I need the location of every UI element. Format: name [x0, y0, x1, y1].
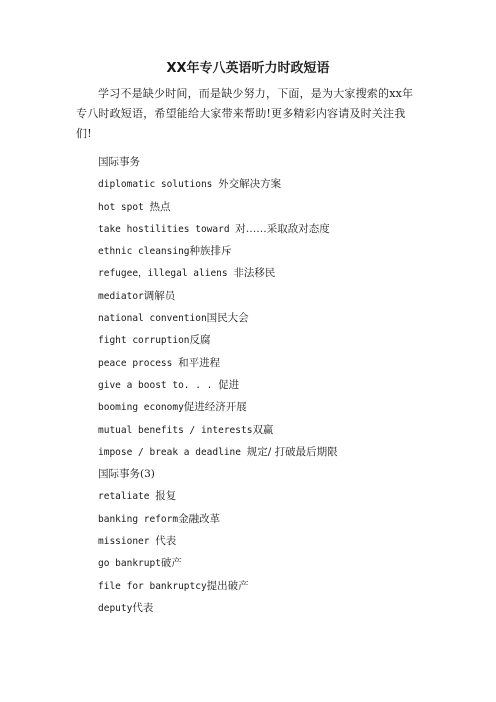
document-title: XX年专八英语听力时政短语	[166, 61, 330, 76]
phrase-chinese: 规定/ 打破最后期限	[246, 445, 338, 458]
phrase-item	[98, 508, 458, 530]
phrase-item	[98, 329, 458, 351]
section-heading: 国际事务	[98, 156, 140, 168]
phrase-english: file for bankruptcy	[98, 580, 207, 592]
phrase-english: peace process	[98, 357, 179, 369]
phrase-chinese: 促进经济开展	[183, 401, 247, 414]
phrase-english: refugee，illegal aliens	[98, 268, 234, 280]
section-heading: 国际事务(3)	[98, 468, 155, 481]
phrase-english: missioner	[98, 536, 156, 548]
phrase-english: give a boost to. . .	[98, 379, 219, 391]
phrase-english: impose / break a deadline	[98, 446, 247, 458]
phrase-english: diplomatic solutions	[98, 179, 219, 191]
phrase-item	[98, 485, 458, 507]
phrase-chinese: 对……采取敌对态度	[235, 222, 330, 235]
phrase-chinese: 种族排斥	[189, 245, 232, 258]
phrase-item	[98, 307, 458, 329]
phrase-chinese: 外交解决方案	[218, 178, 282, 191]
phrase-chinese: 反腐	[189, 334, 211, 347]
phrase-item	[98, 173, 458, 195]
phrase-item	[98, 441, 458, 463]
phrase-item	[98, 419, 458, 441]
phrase-chinese: 国民大会	[206, 312, 249, 325]
phrase-item	[98, 530, 458, 552]
phrase-list	[98, 151, 458, 619]
phrase-item	[98, 352, 458, 374]
phrase-chinese: 报复	[155, 490, 177, 503]
phrase-english: national convention	[98, 313, 207, 325]
phrase-chinese: 双赢	[252, 423, 274, 436]
phrase-english: booming economy	[98, 402, 184, 414]
phrase-item	[98, 597, 458, 619]
phrase-item	[98, 240, 458, 262]
phrase-english: go bankrupt	[98, 558, 161, 570]
phrase-item	[98, 151, 458, 173]
phrase-english: deputy	[98, 602, 133, 614]
phrase-english: mutual benefits / interests	[98, 424, 253, 436]
phrase-english: hot spot	[98, 201, 150, 213]
phrase-chinese: 促进	[218, 378, 240, 391]
phrase-item	[98, 374, 458, 396]
phrase-item	[98, 552, 458, 574]
phrase-item	[98, 218, 458, 240]
phrase-item	[98, 396, 458, 418]
phrase-chinese: 代表	[155, 535, 177, 548]
phrase-english: take hostilities toward	[98, 223, 236, 235]
phrase-english: mediator	[98, 290, 144, 302]
phrase-chinese: 破产	[160, 557, 182, 570]
phrase-item	[98, 575, 458, 597]
intro-paragraph: 学习不是缺少时间，而是缺少努力，下面，是为大家搜索的xx年专八时政短语，希望能给大家带来帮助!更多精彩内容请及时关注我们!	[76, 87, 414, 140]
phrase-english: fight corruption	[98, 335, 190, 347]
phrase-chinese: 提出破产	[206, 579, 249, 592]
phrase-chinese: 非法移民	[233, 267, 276, 280]
phrase-english: retaliate	[98, 491, 156, 503]
phrase-chinese: 代表	[132, 601, 154, 614]
phrase-chinese: 和平进程	[178, 356, 221, 369]
phrase-chinese: 调解员	[143, 289, 176, 302]
phrase-chinese: 金融改革	[178, 512, 221, 525]
phrase-item	[98, 463, 458, 485]
phrase-english: ethnic cleansing	[98, 246, 190, 258]
phrase-chinese: 热点	[149, 200, 171, 213]
phrase-item	[98, 262, 458, 284]
phrase-item	[98, 196, 458, 218]
phrase-item	[98, 285, 458, 307]
phrase-english: banking reform	[98, 513, 179, 525]
